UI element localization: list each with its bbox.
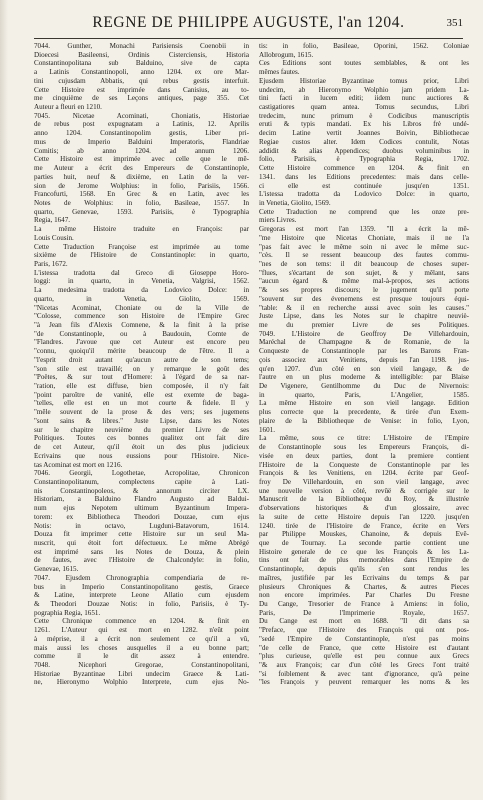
text-line: "Nicetas Acominat, Choniate ou de la Ville de bbox=[34, 303, 249, 312]
text-line: tredecim, nunc primum è Codicibus manuscriptis bbox=[259, 111, 469, 120]
text-line: Juste Lipse, dans les Notes sur le chapitre neuviè- bbox=[259, 312, 469, 321]
text-line: "Flandres. J'avoue que cet Auteur est encore peu bbox=[34, 338, 249, 347]
text-line: Genevae, 1615. bbox=[34, 565, 79, 574]
text-line: "me Histoire que Nicetas Choniate, mais il ne l'a bbox=[259, 233, 469, 242]
text-line: a Latinis Constantinopoli, anno 1204. ex ore Mar- bbox=[34, 68, 249, 77]
text-line: 7049. L'Histoire de Geoffroy De Villehardouin, bbox=[259, 329, 469, 338]
text-line: Douza fit imprimer cette Histoire sur un seul Ma- bbox=[34, 530, 249, 539]
text-line: "son stile est travaillé; on y remarque le goût des bbox=[34, 364, 249, 373]
text-line: Cette Traduction Françoise est imprimée au tome bbox=[34, 242, 249, 251]
text-line: L'istessa tradotta da Lodovico Dolce: in quarto, bbox=[259, 190, 469, 199]
text-line: est imprimé sans les Notes de Douza, & plein bbox=[34, 547, 249, 556]
text-line: Louis Cousin. bbox=[34, 233, 74, 242]
text-line: tini cujusdam Abbatis, qui rebus gestis interfuit. bbox=[34, 76, 249, 85]
text-line: mais aussi les choses ausquelles il a eu bonne part; bbox=[34, 643, 249, 652]
text-line: l'autre en un plus moderne & intelligible: par Blaise bbox=[259, 373, 469, 382]
text-line: "& aux François; car d'un côté les Grecs l'ont traité bbox=[259, 661, 469, 670]
text-line: tis: in folio, Basileae, Oporini, 1562. Coloniae bbox=[259, 42, 469, 50]
text-line: num ejus Nepotem ultimum Byzantinum Impera- bbox=[34, 504, 249, 513]
text-line: & Latine, interprete Leone Allatio cum ejusdem bbox=[34, 591, 249, 600]
text-line: Historiam, a Balduino Flandro Augusto ad Baldui- bbox=[34, 495, 249, 504]
text-line: ne, Hieronymo Wolphio Interprete, cum ejus No- bbox=[34, 678, 249, 687]
text-line: Maréchal de Champagne & de Romanie, de la bbox=[259, 338, 469, 347]
text-line: mus de Imperio Balduini Imperatoris, Flandriae bbox=[34, 137, 249, 146]
text-line: in quarto, Paris, L'Angelier, 1585. bbox=[259, 390, 469, 399]
text-line: comme il le dit assez à entendre. bbox=[34, 652, 249, 661]
text-line: La même, sous ce titre: L'Histoire de l'Empire bbox=[259, 434, 469, 443]
text-line: Ecrivains que nous eussions pour l'Histoire. Nice- bbox=[34, 451, 249, 460]
text-line: Paris, 1672. bbox=[34, 259, 68, 268]
text-line: "aucun égard & même mal-à-propos, ses actions bbox=[259, 277, 469, 286]
text-line: de fautes, avec l'Histoire de Chalcondyle: in folio, bbox=[34, 556, 249, 565]
text-line: 7048. Nicephori Gregorae, Constantinopolitani, bbox=[34, 661, 249, 670]
text-line: folio, Parisiis, è Typographia Regia, 1702. bbox=[259, 155, 469, 164]
text-line: Constantinopolitanum, complectens capite à Lati- bbox=[34, 477, 249, 486]
text-line: Dioecesi Basileensi, Ordinis Cisterciensis, Historia bbox=[34, 50, 249, 59]
text-line: Histoire generale de ce que les François & les La- bbox=[259, 547, 469, 556]
page-number: 351 bbox=[446, 17, 463, 29]
text-line: "table: & il en recherche aussi avec soin les causes." bbox=[259, 303, 469, 312]
text-line: me Auteur a écrit des Empereurs de Constantinople, bbox=[34, 164, 249, 173]
text-line: "les François y peuvent remarquer les noms & les bbox=[259, 678, 469, 687]
text-line: "si foiblement & avec tant d'ignorance, qu'à peine bbox=[259, 669, 469, 678]
text-line: "sedé l'Empire de Constantinople, n'est pas moins bbox=[259, 634, 469, 643]
text-line: à méprise, il a écrit non seulement ce qu'il a vû, bbox=[34, 634, 249, 643]
text-line: pographia Regia, 1651. bbox=[34, 608, 101, 617]
text-line: tas Acominat est mort en 1216. bbox=[34, 460, 123, 469]
text-line: Cette Chronique commence en 1204. & finit en bbox=[34, 617, 249, 626]
text-line: Manuscrit de la Bibliotheque du Roy, & illustrée bbox=[259, 495, 469, 504]
page-gutter-shadow bbox=[0, 0, 8, 800]
text-line: addidit & alias Appendices; duobus voluminibus in bbox=[259, 146, 469, 155]
text-line: Francofurti, 1568. En Grec & en Latin, avec les bbox=[34, 190, 249, 199]
text-line: "de celle de France, que cette Histoire est d'autant bbox=[259, 643, 469, 652]
text-line: "connu, quoiqu'il mérite beaucoup de l'être. Il a bbox=[34, 347, 249, 356]
text-line: loggi: in quarto, in Venetia, Valgrisi, 1562. bbox=[34, 277, 249, 286]
text-line: bus in Imperio Constantinopolitano gestis, Graece bbox=[34, 582, 249, 591]
text-line: "flues, s'écartant de son sujet, & y mêlant, sans bbox=[259, 268, 469, 277]
text-line: visée en deux parties, dont la premiere contient bbox=[259, 451, 469, 460]
text-line: "telles, elle est en un mot courte & fidele. Il y bbox=[34, 399, 249, 408]
text-line: Du Cange est mort en 1688. "Il dit dans sa bbox=[259, 617, 469, 626]
text-line: La medesima tradotta da Lodovico Dolce: in bbox=[34, 286, 249, 295]
text-line: Cette Histoire est imprimée avec celle que le mê- bbox=[34, 155, 249, 164]
text-line: Constantinopolitana sub Balduino, sive de capta bbox=[34, 59, 249, 68]
text-line: 7045. Nicetae Acominati, Choniatis, Historiae bbox=[34, 111, 249, 120]
text-line: miers Livres. bbox=[259, 216, 297, 225]
text-line: Regiae custos alter. Idem Codices contulit, Notas bbox=[259, 137, 469, 146]
text-line: Ejusdem Historiae Byzantinae tomus prior, Libri bbox=[259, 76, 469, 85]
text-line: que de Tournay. La seconde partie contient une bbox=[259, 538, 469, 547]
text-line: 1341. dans les Editions precedentes: mais dans celle- bbox=[259, 172, 469, 181]
text-line: "Poëtes, & sur tout d'Homere: à l'égard de sa nar- bbox=[34, 373, 249, 382]
text-line: Cette Traduction ne comprend que les onze pre- bbox=[259, 207, 469, 216]
text-line: 7047. Ejusdem Chronographia compendiaria de re- bbox=[34, 573, 249, 582]
text-line: une nouvelle version à côté, revûë & corrigée sur le bbox=[259, 486, 469, 495]
text-line: "point paroître de vanité, elle est exemte de baga- bbox=[34, 390, 249, 399]
text-line: De Vigenere, Gentilhomme du Duc de Nivernois: bbox=[259, 382, 469, 391]
text-line: de Constantinople sous les Empereurs François, di- bbox=[259, 443, 469, 452]
text-line: Allobrogum, 1615. bbox=[259, 50, 314, 59]
text-line: "sont sains & libres." Juste Lipse, dans les Notes bbox=[34, 416, 249, 425]
text-line: ci elle est continuée jusqu'en 1351. bbox=[259, 181, 469, 190]
text-line: l'Histoire de la Conqueste de Constantinople par les bbox=[259, 460, 469, 469]
text-line: Constantinople, depuis qu'ils s'en sont rendus les bbox=[259, 565, 469, 574]
left-column bbox=[34, 42, 249, 687]
text-line: anno 1204. Constantinopolim gestis, Liber pri- bbox=[34, 129, 249, 138]
text-line: de cet Auteur, qu'il étoit un des plus judicieux bbox=[34, 443, 249, 452]
text-line: sion de Jerome Wolphius: in folio, Parisiis, 1566. bbox=[34, 181, 249, 190]
text-line: sur le chapitre neuvième du premier Livre de ses bbox=[34, 425, 249, 434]
text-line: decim Latine vertit Joannes Boivin, Bibliothecae bbox=[259, 129, 469, 138]
text-line: plus correcte que la precedente, & tirée d'un Exem- bbox=[259, 408, 469, 417]
text-line: tini facti in lucem editi; iidem nunc auctiores & bbox=[259, 94, 469, 103]
text-line: Auteur a fleuri en 1210. bbox=[34, 103, 102, 112]
text-line: nis Constantinopoleos, & annorum circiter LX. bbox=[34, 486, 249, 495]
text-line: la suite de cette Histoire depuis l'an 1220. jusqu'en bbox=[259, 512, 469, 521]
text-line: Du Cange, Tresorier de France à Amiens: in folio, bbox=[259, 600, 469, 608]
text-line: Paris, De l'Imprimerie Royale, 1657. bbox=[259, 608, 469, 617]
text-line: L'istessa tradotta dal Greco di Gioseppe Horo- bbox=[34, 268, 249, 277]
text-line: 1601. bbox=[259, 425, 275, 434]
text-line: "Colosse, commence son Histoire de l'Empire Grec bbox=[34, 312, 249, 321]
text-line: La même Histoire traduite en François: par bbox=[34, 225, 249, 234]
text-line: eruti & typis mandati. Ex his Libros frè undé- bbox=[259, 120, 469, 129]
text-line: Conqueste de Constantinople par les Barons Fran- bbox=[259, 347, 469, 356]
text-line: torem: ex Bibliotheca Theodori Douzae, cum ejus bbox=[34, 512, 249, 521]
text-line: & Theodori Douzae Notis: in folio, Parisiis, è Ty- bbox=[34, 600, 249, 608]
text-line: me du premier Livre de ses Politiques. bbox=[259, 321, 469, 329]
text-line: Notes de Wolphius: in folio, Basileae, 1557. In bbox=[34, 198, 249, 207]
text-line: "mêle souvent de la prose & des vers; ses jugemens bbox=[34, 408, 249, 417]
text-line: Cette Histoire commence en 1204. & finit en bbox=[259, 164, 469, 173]
text-line: François & les Venitiens, en 1204. écrite par Geof- bbox=[259, 469, 469, 478]
text-line: 7044. Gunther, Monachi Parisiensis Coenobii in bbox=[34, 42, 249, 50]
text-line: 1240. tirée de l'Histoire de France, écrite en Vers bbox=[259, 521, 469, 530]
text-line: non encore imprimées. Par Charles Du Fresne bbox=[259, 591, 469, 600]
text-line: Gregoras est mort l'an 1359. "Il a écrit la mê- bbox=[259, 225, 469, 234]
text-line: qu'en 1207. d'un côté en son vieil langage, & de bbox=[259, 364, 469, 373]
text-line: Comitis; ab anno 1204. ad annum 1206. bbox=[34, 146, 249, 155]
text-line: sixième de l'Histoire de Constantinople: in quarto, bbox=[34, 251, 249, 260]
text-line: froy De Villehardouin, en son vieil langage, avec bbox=[259, 477, 469, 486]
text-line: "à Jean fils d'Alexis Comnene, & la finit à la prise bbox=[34, 321, 249, 329]
text-line: quarto, Genevae, 1593. Parisiis, è Typographia bbox=[34, 207, 249, 216]
text-line: maîtres, justifiée par les Ecrivains du temps & par bbox=[259, 573, 469, 582]
text-line: Regia, 1647. bbox=[34, 216, 71, 225]
text-line: "l'esprit droit autant qu'aucun autre de son tems; bbox=[34, 355, 249, 364]
text-line: "nes de son tems: il dit beaucoup de choses super- bbox=[259, 259, 469, 268]
text-line: plaire de la Bibliotheque de Venise: in folio, Lyon, bbox=[259, 416, 469, 425]
text-line: tins ont fait de plus memorables dans l'Empire de bbox=[259, 556, 469, 565]
text-line: 7046. Georgii, Logothetae, Acropolitae, Chronicon bbox=[34, 469, 249, 478]
text-line: quarto, in Venetia, Giolito, 1569. bbox=[34, 294, 249, 303]
text-line: "cès. Il se ressent beaucoup des fautes commu- bbox=[259, 251, 469, 260]
running-header bbox=[34, 14, 463, 39]
text-line: çois associez aux Venitiens, depuis l'an 1198. jus- bbox=[259, 355, 469, 364]
text-line: Historiae Byzantinae Libri undecim Graece & Lati- bbox=[34, 669, 249, 678]
text-line: par Philippe Mouskes, Chanoine, & depuis Evê- bbox=[259, 530, 469, 539]
text-line: nuscrit, qui étoit fort défectueux. Le même Abrégé bbox=[34, 538, 249, 547]
text-line: mêmes fautes. bbox=[259, 68, 300, 77]
text-line: "de Constantinople, ou à Baudouin, Comte de bbox=[34, 329, 249, 338]
text-line: Notis: in octavo, Lugduni-Batavorum, 1614. bbox=[34, 521, 249, 530]
text-line: plusieurs Chroniques & Chartes, & autres Pieces bbox=[259, 582, 469, 591]
text-line: me cinquième de ses Leçons antiques, page 355. Cet bbox=[34, 94, 249, 103]
text-line: undecim, ab Hieronymo Wolphio jam pridem La- bbox=[259, 85, 469, 94]
text-line: Ces Editions sont toutes semblables, & ont les bbox=[259, 59, 469, 68]
text-line: de rebus post expugnatam a Latinis, 12. Aprilis bbox=[34, 120, 249, 129]
text-line: "& ses propres discours; le jugement qu'il porte bbox=[259, 286, 469, 295]
text-line: Cette Histoire est imprimée dans Canisius, au to- bbox=[34, 85, 249, 94]
text-line: "souvent sur des évenemens est presque toujours équi- bbox=[259, 294, 469, 303]
text-line: "ration, elle est diffuse, bien composée, il n'y fait bbox=[34, 382, 249, 391]
text-line: Politiques. Toutes ces bonnes qualitez ont fait dire bbox=[34, 434, 249, 443]
text-line: in Venetia, Giolito, 1569. bbox=[259, 198, 331, 207]
text-line: "Preface, que l'Histoire des François qui ont pos- bbox=[259, 626, 469, 635]
text-line: castigatiores quam antea. Tomus secundus, Libri bbox=[259, 103, 469, 112]
text-line: 1261. L'Auteur qui est mort en 1282. n'eût point bbox=[34, 626, 249, 635]
text-line: "pas fait avec le même soin ni avec le même suc- bbox=[259, 242, 469, 251]
text-line: La même Histoire en son vieil langage. Edition bbox=[259, 399, 469, 408]
text-line: parties huit, neuf & dixième, en Latin de la ver- bbox=[34, 172, 249, 181]
running-title: REGNE DE PHILIPPE AUGUSTE, l'an 1204. bbox=[92, 14, 405, 31]
right-column bbox=[259, 42, 469, 687]
text-line: d'observations historiques & d'un glossaire, avec bbox=[259, 504, 469, 513]
text-line: "plus curieuse, qu'elle est peu connue aux Grecs bbox=[259, 652, 469, 661]
